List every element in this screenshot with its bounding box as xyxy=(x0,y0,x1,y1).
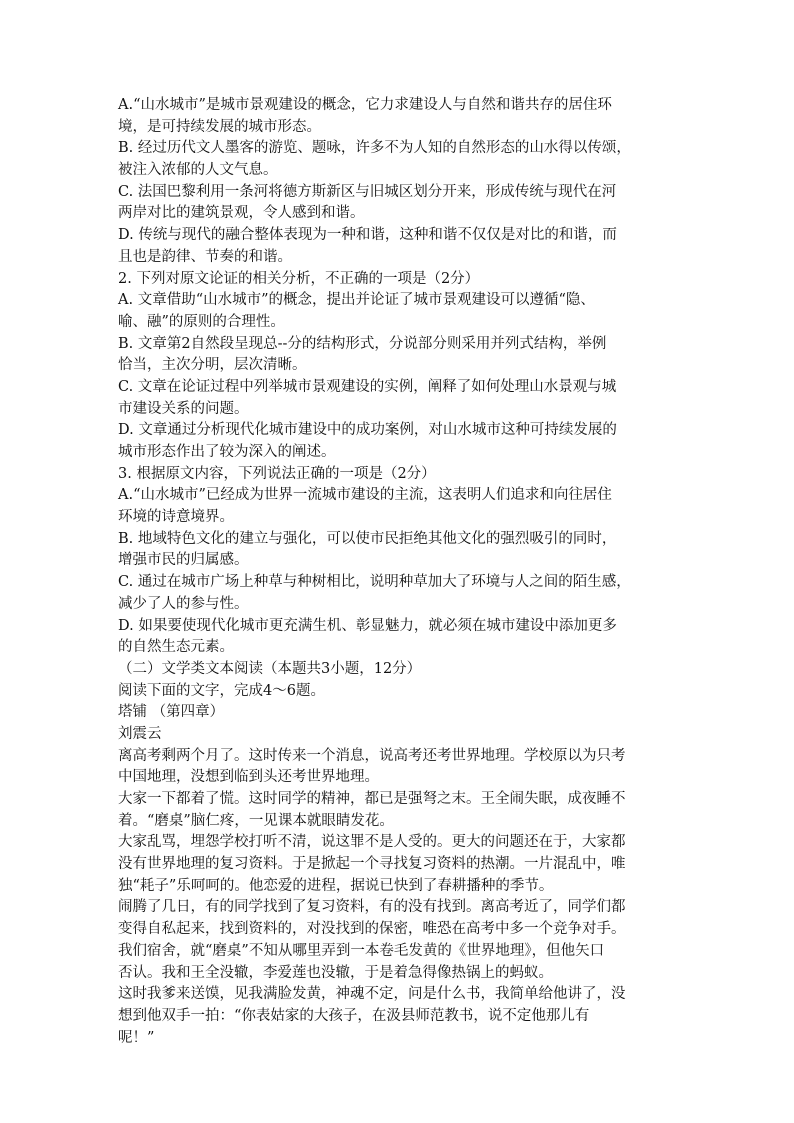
text-line: 这时我爹来送馍，见我满脸发黄，神魂不定，问是什么书，我简单给他讲了，没 xyxy=(118,986,626,1003)
text-line: B. 经过历代文人墨客的游览、题咏，许多不为人知的自然形态的山水得以传颂， xyxy=(118,140,631,157)
text-line: C. 通过在城市广场上种草与种树相比，说明种草加大了环境与人之间的陌生感， xyxy=(118,574,631,591)
text-line: C. 法国巴黎利用一条河将德方斯新区与旧城区划分开来，形成传统与现代在河 xyxy=(118,183,617,200)
text-line: 着。“磨桌”脑仁疼，一见课本就眼睛发花。 xyxy=(118,812,394,829)
text-line: 增强市民的归属感。 xyxy=(118,552,249,569)
text-line: 没有世界地理的复习资料。于是掀起一个寻找复习资料的热潮。一片混乱中，唯 xyxy=(118,856,626,873)
text-line: 城市形态作出了较为深入的阐述。 xyxy=(118,444,336,460)
text-line: 恰当，主次分明，层次清晰。 xyxy=(118,357,307,374)
text-line: D. 传统与现代的融合整体表现为一种和谐，这种和谐不仅仅是对比的和谐，而 xyxy=(118,227,617,244)
text-line: 刘震云 xyxy=(118,725,162,742)
text-line: 被注入浓郁的人文气息。 xyxy=(118,162,278,179)
text-line: 两岸对比的建筑景观，令人感到和谐。 xyxy=(118,205,365,222)
text-line: B. 地域特色文化的建立与强化，可以使市民拒绝其他文化的强烈吸引的同时， xyxy=(118,530,617,547)
text-line: C. 文章在论证过程中列举城市景观建设的实例，阐释了如何处理山水景观与城 xyxy=(118,378,617,395)
text-line: 呢！” xyxy=(118,1029,155,1046)
text-line: 我们宿舍，就“磨桌”不知从哪里弄到一本卷毛发黄的《世界地理》，但他矢口 xyxy=(118,942,605,959)
text-line: 大家一下都着了慌。这时同学的精神，都已是强弩之末。王全闹失眠，成夜睡不 xyxy=(118,791,626,807)
text-line: 喻、融”的原则的合理性。 xyxy=(118,313,285,330)
text-line: 否认。我和王全没辙，李爱莲也没辙，于是着急得像热锅上的蚂蚁。 xyxy=(118,964,553,981)
text-line: 闹腾了几日，有的同学找到了复习资料，有的没有找到。离高考近了，同学们都 xyxy=(118,899,626,916)
text-line: 阅读下面的文字，完成4～6题。 xyxy=(118,682,325,699)
text-line: 境，是可持续发展的城市形态。 xyxy=(118,118,321,135)
text-line: 环境的诗意境界。 xyxy=(118,509,234,526)
document-body xyxy=(118,95,678,1049)
text-line: 变得自私起来，找到资料的，对没找到的保密，唯恐在高考中多一个竞争对手。 xyxy=(118,921,626,938)
text-line: D. 如果要使现代化城市更充满生机、彰显魅力，就必须在城市建设中添加更多 xyxy=(118,617,617,634)
text-line: 2. 下列对原文论证的相关分析，不正确的一项是（2分） xyxy=(118,270,480,287)
text-line: 想到他双手一拍：“你表姑家的大孩子，在汲县师范教书，说不定他那儿有 xyxy=(118,1007,590,1024)
text-line: 3. 根据原文内容，下列说法正确的一项是（2分） xyxy=(118,465,436,482)
text-line: 减少了人的参与性。 xyxy=(118,595,249,612)
text-line: （二）文学类文本阅读（本题共3小题，12分） xyxy=(118,660,422,677)
text-line: D. 文章通过分析现代化城市建设中的成功案例，对山水城市这种可持续发展的 xyxy=(118,422,617,439)
text-line: 离高考剩两个月了。这时传来一个消息，说高考还考世界地理。学校原以为只考 xyxy=(118,747,626,764)
text-line: A. 文章借助“山水城市”的概念，提出并论证了城市景观建设可以遵循“隐、 xyxy=(118,292,595,309)
text-line: 独“耗子”乐呵呵的。他恋爱的进程，据说已快到了春耕播种的季节。 xyxy=(118,877,554,894)
text-line: 大家乱骂，埋怨学校打听不清，说这罪不是人受的。更大的问题还在于，大家都 xyxy=(118,834,626,851)
text-line: 且也是韵律、节奏的和谐。 xyxy=(118,248,292,265)
text-line: B. 文章第2自然段呈现总--分的结构形式，分说部分则采用并列式结构，举例 xyxy=(118,335,607,352)
text-line: A.“山水城市”是城市景观建设的概念，它力求建设人与自然和谐共存的居住环 xyxy=(118,97,612,113)
text-line: 塔铺 （第四章） xyxy=(118,704,225,721)
text-line: 的自然生态元素。 xyxy=(118,639,234,656)
text-line: 中国地理，没想到临到头还考世界地理。 xyxy=(118,769,379,786)
text-line: 市建设关系的问题。 xyxy=(118,400,249,417)
text-line: A.“山水城市”已经成为世界一流城市建设的主流，这表明人们追求和向往居住 xyxy=(118,487,612,504)
